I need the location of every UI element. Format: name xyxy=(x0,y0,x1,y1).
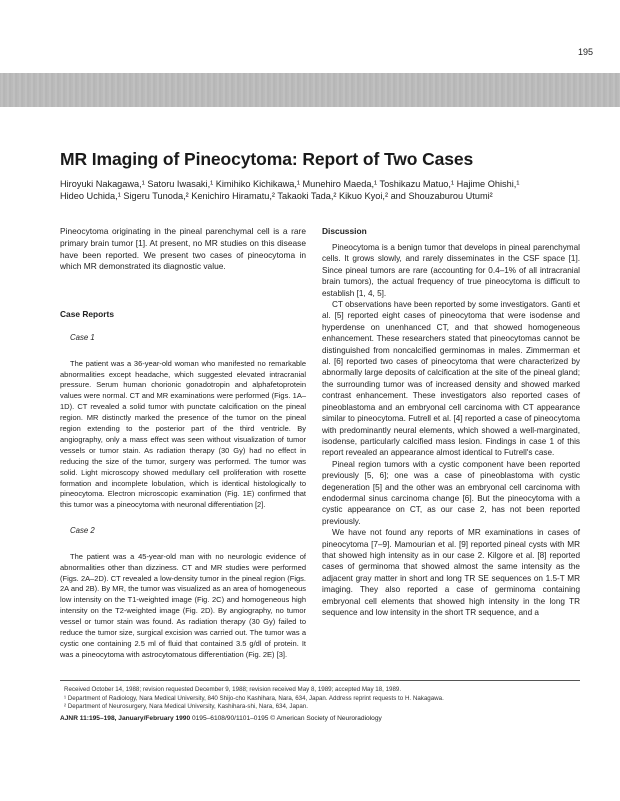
right-column xyxy=(322,226,580,618)
case-1-label: Case 1 xyxy=(70,333,95,343)
left-column xyxy=(60,226,306,661)
footnote-1: ¹ Department of Radiology, Nara Medical University, 840 Shijo-cho Kashihara, Nara, 634, Japan. Address reprint requests to H. Nakagawa. xyxy=(64,694,444,702)
journal-citation xyxy=(60,715,580,722)
case-2-label: Case 2 xyxy=(70,526,95,536)
author-list xyxy=(60,178,580,202)
case-reports-heading: Case Reports xyxy=(60,309,114,320)
header-banner xyxy=(0,73,620,107)
abstract: Pineocytoma originating in the pineal parenchymal cell is a rare primary brain tumor [1]. At present, no MR studies on this disease have been reported. We present two cases of pineocytoma in which MR demonstrated its diagnostic value. xyxy=(60,226,306,272)
citation-rest: 0195–6108/90/1101–0195 © American Society of Neuroradiology xyxy=(190,715,382,722)
citation-journal: AJNR 11:195–198, January/February 1990 xyxy=(60,715,191,722)
discussion-paragraph-2: CT observations have been reported by some investigators. Ganti et al. [5] reported eight cases of pineocytoma that were isodense and hyperdense on unenhanced CT, and that showed homogeneous enhancement. These researchers stated that pineocytomas cannot be distinguished from noncalcified germinomas in males. Zimmerman et al. [6] reported two cases of pineocytoma that were characterized by abnormally large deposits of calcification at the site of the pineal gland; the surrounding tumor was of increased density and showed marked contrast enhancement. These investigators also reported cases of pineoblastoma and an embryonal cell carcinoma with CT appearance similar to pineocytoma. Futrell et al. [4] reported a case of pineocytoma with predominantly neural elements, which showed a well-marginated, isodense, particularly calcified mass lesion. Findings in case 1 of this report revealed an appearance almost identical to Futrell's case. xyxy=(322,300,580,458)
footnotes xyxy=(64,686,584,712)
author-line-1: Hiroyuki Nakagawa,¹ Satoru Iwasaki,¹ Kimihiko Kichikawa,¹ Munehiro Maeda,¹ Toshikazu Matuo,¹ Hajime Ohishi,¹ xyxy=(60,179,520,189)
footnote-received: Received October 14, 1988; revision requested December 9, 1988; revision received May 8, 1989; accepted May 18, 1989. xyxy=(64,686,402,693)
article-title: MR Imaging of Pineocytoma: Report of Two Cases xyxy=(60,149,474,169)
footnote-divider xyxy=(60,680,580,681)
discussion-heading: Discussion xyxy=(322,226,367,236)
page-number: 195 xyxy=(577,47,593,57)
author-line-2: Hideo Uchida,¹ Sigeru Tunoda,² Kenichiro Hiramatu,² Takaoki Tada,² Kikuo Kyoi,² and Shouzaburou Utumi² xyxy=(60,191,493,201)
discussion-paragraph-1: Pineocytoma is a benign tumor that develops in pineal parenchymal cells. It grows slowly, and rarely disseminates in the CSF space [1]. Since pineal tumors are rare (accounting for 0.4–1% of all intracranial brain tumors), the actual frequency of true pineocytoma is difficult to establish [1, 4, 5]. xyxy=(322,243,580,298)
case-1-text: The patient was a 36-year-old woman who manifested no remarkable abnormalities except headache, which suggested elevated intracranial pressure. Serum human chorionic gonadotropin and alphafetoprotein values were normal. CT and MR examinations were performed (Figs. 1A–1D). CT revealed a solid tumor with punctate calcification on the pineal region. MR distinctly marked the presence of the tumor on the pineal region extending to the posterior part of the third ventricle. By angiography, only a mass effect was seen without visualization of tumor vessels or tumor stain. As radiation therapy (30 Gy) had no effect in reducing the size of the tumor, surgery was performed. The tumor was solid. Light microscopy showed medullary cell proliferation with rosette formation and incomplete lobulation, which is identical histologically to pineocytoma. Electron microscopic examination (Fig. 1E) confirmed that this tumor was a pineocytoma with neuronal differentiation [2]. xyxy=(60,358,306,510)
case-2-text: The patient was a 45-year-old man with no neurologic evidence of abnormalities other than dizziness. CT and MR studies were performed (Figs. 2A–2D). CT revealed a low-density tumor in the pineal region (Figs. 2A and 2B). By MR, the tumor was visualized as an area of homogeneous low intensity on the T1-weighted image (Fig. 2C) and homogeneous high intensity on the T2-weighted image (Fig. 2D). By angiography, no tumor vessel or tumor stain was found. As radiation therapy (30 Gy) failed to reduce the tumor size, surgical excision was carried out. The tumor was a cystic one containing 2.5 ml of fluid that contained 3.5 g/dl of protein. It was a pineocytoma with astrocytomatous differentiation (Fig. 2E) [3]. xyxy=(60,551,306,659)
discussion-paragraph-3: Pineal region tumors with a cystic component have been reported previously [5, 6]; one was a case of pineoblastoma with cystic degeneration [5] and the other was an embryonal cell carcinoma with endodermal sinus carcinoma change [6]. But the pineocytoma with a cystic appearance on CT, as our case 2, has not been reported previously. xyxy=(322,459,580,526)
discussion-paragraph-4: We have not found any reports of MR examinations in cases of pineocytoma [7–9]. Mamourian et al. [9] reported pineal cysts with MR that showed high intensity as in our case 2. Kilgore et al. [8] reported cases of germinoma that showed almost the same intensity as the adjacent gray matter in short and long TR SE sequences on 1.5-T MR imaging. They also reported a case of germinoma containing embryonal cell elements that showed high intensity in the long TR sequence and low intensity in the short TR sequence, and a xyxy=(322,528,580,617)
footnote-2: ² Department of Neurosurgery, Nara Medical University, Kashihara-shi, Nara, 634, Japan. xyxy=(64,703,308,711)
